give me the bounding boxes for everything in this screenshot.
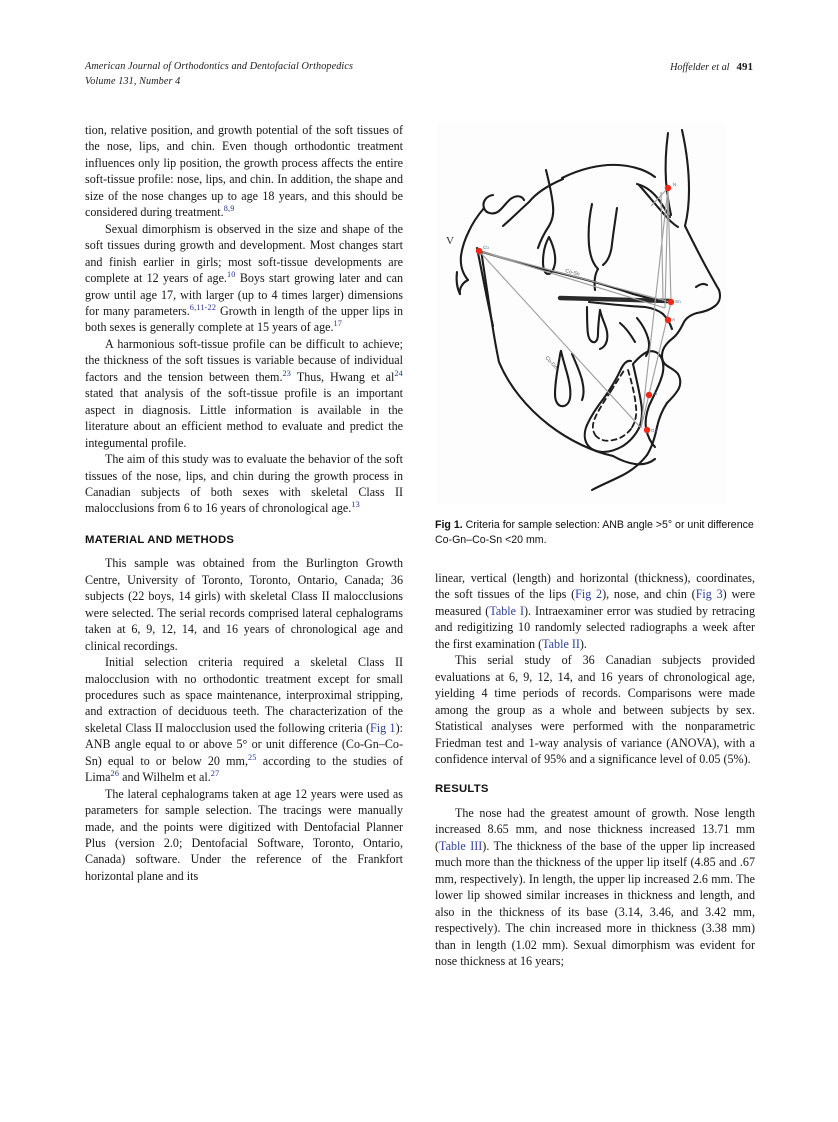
right-column (435, 570, 755, 969)
reference-marker[interactable]: 13 (351, 500, 360, 510)
para2-text-2: Boys start growing later and can grow until age 17, with larger (up to 4 times larger) dimensions for many parameters. (85, 271, 403, 318)
table-crossref-table1[interactable]: Table I (489, 603, 525, 618)
svg-text:Sn: Sn (675, 299, 681, 304)
figure-caption-label: Fig 1. (435, 519, 463, 531)
reference-marker[interactable]: 26 (110, 769, 120, 779)
paragraph-cephalograms: The lateral cephalograms taken at age 12 years were used as parameters for sample selection. The tracings were manually made, and the points were digitized with Dentofacial Planner Plus (version 2.0; Dentofacial Software, Toronto, Ontario, Canada) software. Under the reference of the Frankfort horizontal plane and its (85, 786, 403, 883)
landmark-condylion (476, 248, 482, 254)
figure-crossref-fig1[interactable]: Fig 1 (370, 720, 396, 735)
running-head-journal (85, 60, 353, 89)
journal-title: American Journal of Orthodontics and Dentofacial Orthopedics (85, 61, 354, 72)
landmark-nasion-region (665, 185, 671, 191)
svg-text:N: N (673, 182, 677, 187)
landmark-a-point (665, 317, 671, 323)
paragraph-sample: This sample was obtained from the Burlington Growth Centre, University of Toronto, Toronto, Ontario, Canada; 36 subjects (22 boys, 14 girls) with skeletal Class II malocclusions were selected. The serial records comprised lateral cephalograms taken at 6, 9, 12, 14, and 16 years of chronological age and clinical recordings. (85, 556, 403, 653)
paragraph-results-nose (435, 805, 755, 970)
para6-text-1: Initial selection criteria required a skeletal Class II malocclusion with no orthodontic treatment except for small procedures such as space maintenance, interproximal stripping, and extraction of deciduous teeth. The characterization of the skeletal Class II malocclusion used the following criteria ( (85, 655, 403, 735)
paragraph-harmonious-profile (85, 336, 403, 451)
rpara1-text-4: ). Intraexaminer error was studied by retracing and redigitizing 10 randomly selected radiographs a week after the first examination ( (435, 603, 755, 651)
para1-text: tion, relative position, and growth potential of the soft tissues of the nose, lips, and chin. Even though orthodontic treatment influences only lip position, the growth process affects the entire soft-tissue profile: nose, lips, and chin. In addition, the shape and size of the nose changes up to age 18 years, and this should be considered during treatment. (85, 123, 403, 220)
left-column (85, 122, 403, 884)
para6-text-3: according to the studies of Lima (85, 753, 403, 785)
running-head-authors-page (670, 60, 753, 76)
rpara3-text-2: ). The thickness of the base of the upper lip increased much more than the thickness of the upper lip itself (4.85 and .67 mm, respectively). In length, the upper lip increased 2.6 mm. The lower lip showed similar increases in thickness and length, and also in the thickness of its base (3.14, 3.46, and 3.42 mm, respectively). The chin increased more in thickness (3.38 mm) than in length (1.02 mm). Sexual dimorphism was evident for nose thickness at 16 years; (435, 838, 755, 968)
reference-marker[interactable]: 17 (333, 319, 343, 329)
paragraph-serial-study: This serial study of 36 Canadian subjects provided evaluations at 6, 9, 12, 14, and 16 years of chronological age, yielding 4 time periods of records. Comparisons were made among the group as a whole and between subjects by sex. Statistical analyses were performed with the nonparametric Friedman test and 1-way analysis of variance (ANOVA), with a confidence interval of 95% and a significance level of 0.05 (5%). (435, 653, 755, 766)
para3-text-3: stated that analysis of the soft-tissue profile is an important aspect in diagnosis. Little information is available in the literature about an efficient method to evaluate and predict the integumental profile. (85, 386, 403, 450)
author-citation: Hoffelder et al (670, 62, 730, 73)
figure-caption-text: Criteria for sample selection: ANB angle >5° or unit difference Co-Gn–Co-Sn <20 mm. (435, 519, 754, 546)
svg-text:Co-Gn: Co-Gn (543, 355, 559, 371)
page-number: 491 (736, 61, 753, 73)
para6-text-2: ): ANB angle equal to or above 5° or unit difference (Co-Gn–Co-Sn) equal to or below 20 mm, (85, 720, 403, 768)
reference-marker[interactable]: 6,11-22 (189, 302, 217, 312)
rpara1-text-2: ), nose, and chin ( (602, 587, 696, 602)
reference-marker[interactable]: 23 (282, 368, 292, 378)
figure-1 (435, 122, 755, 547)
paragraph-measurements (435, 570, 755, 652)
reference-marker[interactable]: 10 (226, 270, 236, 280)
paragraph-continuation (85, 122, 403, 221)
vertex-label: V (446, 235, 454, 247)
paragraph-sexual-dimorphism (85, 221, 403, 336)
figure-caption (435, 518, 755, 547)
para4-text: The aim of this study was to evaluate the behavior of the soft tissues of the nose, lips, and chin during the growth process in Canadian subjects of both sexes with skeletal Class II malocclusions from 6 to 16 years of chronological age. (85, 452, 403, 516)
landmark-gnathion (644, 427, 650, 433)
rpara3-text-1: The nose had the greatest amount of growth. Nose length increased 8.65 mm, and nose thickness increased 13.71 mm ( (435, 805, 755, 853)
volume-issue: Volume 131, Number 4 (85, 75, 181, 87)
rpara1-text-5: ). (579, 636, 587, 651)
table-crossref-table3[interactable]: Table III (439, 838, 483, 853)
landmark-subnasale (668, 299, 674, 305)
para3-text-2: Thus, Hwang et al (291, 369, 395, 384)
paragraph-selection-criteria (85, 654, 403, 786)
reference-marker[interactable]: 24 (394, 368, 403, 378)
reference-marker[interactable]: 8,9 (223, 204, 235, 214)
svg-text:Gn: Gn (651, 428, 658, 433)
rpara1-text-1: linear, vertical (length) and horizontal (thickness), coordinates, the soft tissues of the lips ( (435, 571, 755, 602)
para2-text-1: Sexual dimorphism is observed in the size and shape of the soft tissues during growth and development. Most changes start and finish earlier in girls; most soft-tissue developments are complete at 12 years of age. (85, 221, 403, 286)
para3-text-1: A harmonious soft-tissue profile can be difficult to achieve; the thickness of the soft tissues is variable because of individual factors and the tension between them. (85, 336, 403, 384)
reference-marker[interactable]: 27 (210, 769, 220, 779)
running-head (85, 60, 753, 89)
heading-results: RESULTS (435, 783, 489, 796)
figure-crossref-fig2[interactable]: Fig 2 (575, 587, 603, 602)
svg-text:B: B (654, 391, 658, 396)
svg-text:A: A (672, 317, 676, 322)
landmark-b-point (646, 392, 652, 398)
svg-text:Co: Co (483, 245, 489, 250)
para2-text-3: Growth in length of the upper lips in both sexes is generally complete at 15 years of age. (85, 303, 403, 335)
para6-text-4: and Wilhelm et al. (119, 770, 211, 785)
heading-material-and-methods: MATERIAL AND METHODS (85, 533, 235, 546)
paragraph-aim-of-study (85, 451, 403, 517)
figure-crossref-fig3[interactable]: Fig 3 (695, 587, 723, 602)
cephalometric-tracing-image (437, 122, 727, 504)
frankfort-plane-line (560, 298, 669, 301)
reference-marker[interactable]: 25 (248, 752, 257, 762)
svg-text:Co-Sn: Co-Sn (564, 268, 581, 278)
rpara1-text-3: ) were measured ( (435, 587, 755, 618)
table-crossref-table2[interactable]: Table II (542, 636, 580, 651)
